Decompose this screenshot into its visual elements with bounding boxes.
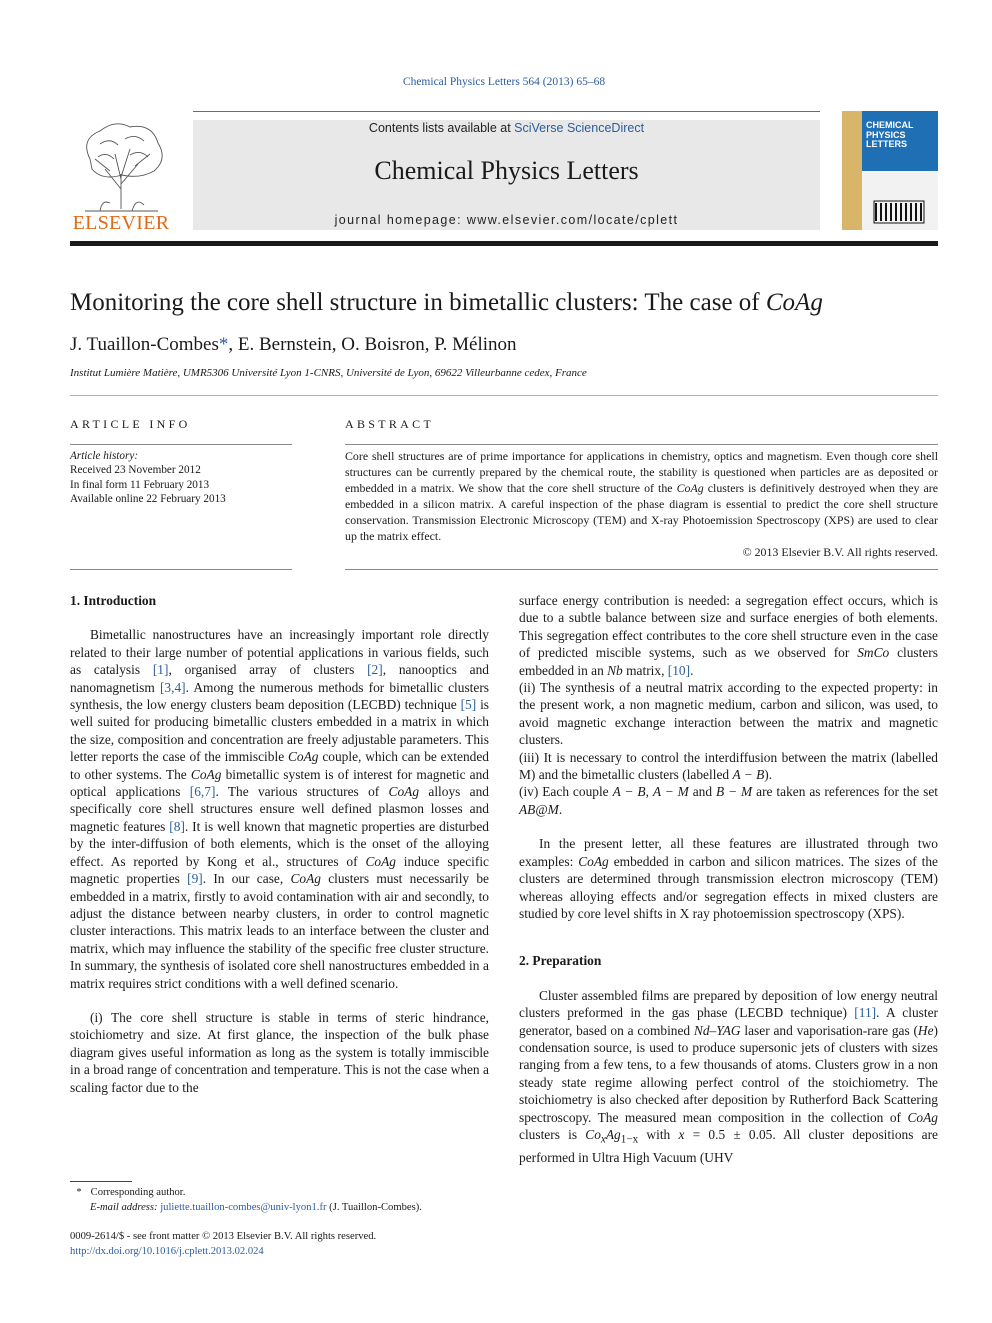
abstract-heading: ABSTRACT [345,417,435,431]
journal-name: Chemical Physics Letters [374,156,639,185]
final-form-date: In final form 11 February 2013 [70,478,210,491]
abstract-em: CoAg [676,480,704,495]
footnote-mark: * [76,1187,82,1198]
corresponding-author-note: * Corresponding author. [70,1185,489,1200]
sciencedirect-link[interactable]: SciVerse ScienceDirect [514,121,645,135]
footnote [70,1185,489,1215]
citation-link[interactable]: [8] [169,818,185,834]
article-title [70,289,950,317]
cover-title: CHEMICAL PHYSICS LETTERS [866,120,914,149]
section-heading-preparation: 2. Preparation [519,953,602,969]
info-rule-bottom [70,569,292,570]
online-date: Available online 22 February 2013 [70,492,226,505]
spacer [70,992,489,1009]
header-thick-rule [70,241,938,246]
received-date: Received 23 November 2012 [70,464,201,477]
citation-link[interactable]: [5] [460,697,477,713]
header-rule [193,111,820,112]
intro-paragraph-2: (i) The core shell structure is stable in terms of steric hindrance, stoichiometry and size. At first glance, the inspection of the bulk phase diagram gives useful information as long as the system is totally immiscible in a broad range of concentration and temperature. This is not the case when a scaling factor due to the [70,1009,489,1095]
spacer [519,970,938,987]
author-1[interactable]: J. Tuaillon-Combes [70,334,219,355]
corresponding-mark[interactable]: * [218,334,229,355]
issn-line: 0009-2614/$ - see front matter © 2013 Elsevier B.V. All rights reserved. [70,1231,377,1242]
right-paragraph-3: (iii) It is necessary to control the interdiffusion between the matrix (labelled M) and the bimetallic clusters (labelled A − B). [519,749,938,783]
journal-homepage[interactable]: journal homepage: www.elsevier.com/locate/cplett [334,213,679,227]
title-text: Monitoring the core shell structure in bimetallic clusters: The case of [70,289,766,316]
history-label: Article history: [70,450,139,462]
citation-link[interactable]: [6,7] [189,784,216,800]
title-emphasis: CoAg [765,289,823,316]
abstract-rule [345,444,938,445]
spacer [519,818,938,835]
citation-link[interactable]: [9] [187,871,203,887]
divider [70,395,938,396]
info-rule [70,444,292,445]
doi-link[interactable]: http://dx.doi.org/10.1016/j.cplett.2013.02.024 [70,1245,264,1257]
elsevier-wordmark: ELSEVIER [72,212,170,234]
author-list [70,334,517,356]
article-info-heading: ARTICLE INFO [70,417,191,431]
email-note: E-mail address: juliette.tuaillon-combes@univ-lyon1.fr (J. Tuaillon-Combes). [90,1202,422,1213]
footnote-rule [70,1181,132,1182]
other-authors: , E. Bernstein, O. Boisron, P. Mélinon [228,334,517,355]
abstract-text-1: Core shell structures are of prime importance for applications in chemistry, optics and magnetism. Even though core shell structures can be currently prepared by the chemical route, the stability is questioned when particles are as deposited or embedded in a matrix. We show that the core shell structure of the [345,449,938,495]
citation-link[interactable]: [3,4] [159,679,186,695]
right-paragraph-2: (ii) The synthesis of a neutral matrix according to the expected property: in the present work, a non magnetic medium, carbon and silicon, was used, to avoid magnetic exchange interaction between the matrix and magnetic clusters. [519,680,938,748]
citation-link[interactable]: [11] [854,1005,877,1021]
preparation-paragraph-1: Cluster assembled films are prepared by deposition of low energy neutral clusters preformed in the gas phase (LECBD technique) [11]. A cluster generator, based on a combined Nd–YAG laser and vaporisation-rare gas (He) condensation source, is used to produce supersonic jets of clusters with sizes ranging from a few tens, to a few thousands of atoms. Clusters grow in a non steady state regime allowing perfect control of the stoichiometry. The stoichiometry is also checked after deposition by Rutherford Back Scattering spectroscopy. The measured mean composition in the collection of CoAg clusters is $Co_xAg_{1-x}$ with x = 0.5 ± 0.05. All cluster depositions are performed in Ultra High Vacuum (UHV [519,987,939,1166]
abstract-rule-bottom [345,569,938,570]
right-paragraph-1: surface energy contribution is needed: a segregation effect occurs, which is due to a subtle balance between size and surface energies of both elements. This segregation effect contributes to the core shell structure even in the case of predicted miscible systems, such as we observed for SmCo clusters embedded in an Nb matrix, [10]. [519,593,938,678]
section-heading-introduction: 1. Introduction [70,593,157,608]
right-column [519,592,938,1166]
copyright: © 2013 Elsevier B.V. All rights reserved. [742,545,938,559]
contents-line [193,121,820,135]
issn-doi-block [70,1230,489,1259]
abstract-body [345,449,938,544]
email-link[interactable]: juliette.tuaillon-combes@univ-lyon1.fr [160,1202,327,1213]
affiliation: Institut Lumière Matière, UMR5306 Université Lyon 1-CNRS, Université de Lyon, 69622 Villeurbanne cedex, France [70,367,587,379]
citation-link[interactable]: [10] [667,662,691,678]
right-paragraph-5: In the present letter, all these features are illustrated through two examples: CoAg embedded in carbon and silicon matrices. The sizes of the clusters are determined through transmission electron microscopy (TEM) whereas alloying effects and/or segregation effects in mixed clusters are studied by core level shifts in X ray photoemission spectroscopy (XPS). [519,836,939,921]
left-column [70,592,489,1096]
citation-link[interactable]: [2] [367,662,383,678]
journal-cover-thumbnail[interactable] [842,111,938,230]
spacer [519,922,938,952]
contents-prefix: Contents lists available at [368,121,515,135]
spacer [70,609,489,626]
journal-reference[interactable]: Chemical Physics Letters 564 (2013) 65–68 [402,76,606,88]
abstract-text-2: clusters is definitively destroyed when they are embedded in a silicon matrix. A careful inspection of the phase diagram is essential to predict the core shell structure conservation. Transmission Electronic Microscopy (TEM) and X-ray Photoemission Spectroscopy (XPS) are used to clear up the matrix effect. [345,480,938,543]
intro-paragraph-1: Bimetallic nanostructures have an increasingly important role directly related to their large number of potential applications in various fields, such as catalysis [1], organised array of clusters [2], nanooptics and nanomagnetism [3,4]. Among the numerous methods for bimetallic clusters synthesis, the low energy clusters beam deposition (LECBD) technique [5] is well suited for producing bimetallic clusters embedded in a matrix in which the size, composition and concentration are freely adjustable parameters. This letter reports the case of the immiscible CoAg couple, which can be extended to other systems. The CoAg bimetallic system is of interest for magnetic and optical applications [6,7]. The various structures of CoAg alloys and specifically core shell structures ensure well defined plasmon losses and magnetic features [8]. It is well known that magnetic properties are disturbed by the inter-diffusion of both elements, which is the onset of the alloying effect. As reported by Kong et al., structures of CoAg induce specific magnetic properties [9]. In our case, CoAg clusters must necessarily be embedded in a matrix, firstly to avoid contamination with air and secondly, to adjust the distance between nearby clusters, in order to control magnetic cluster interactions. This matrix leads to an interface between the cluster and matrix, which may influence the stability of the specific free cluster structure. In summary, the synthesis of isolated core shell nanostructures embedded in a matrix requires strict conditions with a well defined scenario. [70,627,490,991]
article-history [70,449,226,506]
citation-link[interactable]: [1] [152,662,169,678]
right-paragraph-4: (iv) Each couple A − B, A − M and B − M are taken as references for the set AB@M. [519,784,939,817]
